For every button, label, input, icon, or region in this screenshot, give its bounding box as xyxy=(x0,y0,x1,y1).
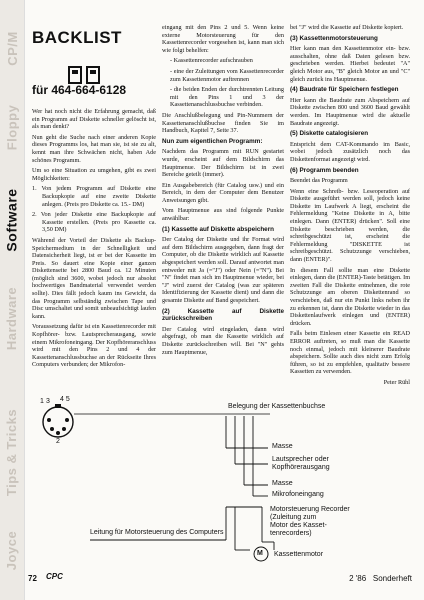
list-item: - eine der Zuleitungen vom Kassettenrecorder zum Kassettenmotor auftrennen xyxy=(170,67,284,83)
section-heading: (2) Kassette auf Diskette zurückschreiben xyxy=(162,307,284,323)
wiring-diagram-svg xyxy=(30,392,418,567)
text-column-3 xyxy=(290,24,410,390)
list-item: - die beiden Enden der durchtrennten Leitung mit den Pins 1 und 3 der Kassettenanschlussbuchse verbinden. xyxy=(170,86,284,109)
paragraph: Um so eine Situation zu umgehen, gibt es zwei Möglichkeiten: xyxy=(32,167,156,182)
paragraph: In diesem Fall sollte man eine Diskette einlegen, dann die (ENTER)-Taste betätigen. Im zweiten Fall die Diskette entnehmen, die rote Schutzzunge am oberen Diskettenrand so verschieben, daß nur ein Punkt links neben ihr zu erkennen ist, dann die Diskette wieder in das Diskettenlaufwerk einlegen und (ENTER) drücken. xyxy=(290,266,410,327)
paragraph: bei "J" wird die Kassette auf Diskette kopiert. xyxy=(290,24,404,31)
section-heading: (3) Kassettenmotorsteuerung xyxy=(290,34,378,42)
socket-pin xyxy=(62,427,66,431)
sidebar-tab-cpm[interactable]: CP/M xyxy=(4,30,20,66)
sidebar-tab-hardware[interactable]: Hardware xyxy=(4,286,20,350)
label-masse-2: Masse xyxy=(272,480,293,487)
article-header xyxy=(32,22,128,48)
paragraph: Der Catalog der Diskette und ihr Format wird auf dem Bildschirm ausgegeben, dann fragt der Computer, ob die Diskette wirklich auf Kassette abgespeichert werden soll. Darauf antwortet man entweder mit Ja (="J") oder Nein (="N"). Bei "N" findet man sich im Hauptmenue wieder, bei "J" wird zuerst der Catalog (was zur späteren Identifizierung der Kassette dient) und dann die gesamte Diskette auf Band gespeichert. xyxy=(162,236,284,304)
magazine-logo: CPC xyxy=(46,572,63,581)
paragraph: Wenn eine Schreib- bzw. Leseoperation auf Diskette ausgeführt werden soll, jedoch keine Diskette im Laufwerk A liegt, erscheint die Fehlermeldung "Keine Diskette in A, bitte einlegen. Dann (ENTER) drücken". Soll eine Diskette beschrieben werden, die schreibgeschützt ist, erscheint die Fehlermeldung "DISKETTE ist schreibgeschützt. Schutzzunge verschieben, dann (ENTER)". xyxy=(290,187,410,264)
socket-key xyxy=(55,404,61,408)
paragraph: Nachdem das Programm mit RUN gestartet wurde, erscheint auf dem Bildschirm das Hauptmenue. Der Bildschirm ist in zwei Bereiche geteilt (immer). xyxy=(162,148,284,179)
section-heading: (1) Kassette auf Diskette abspeichern xyxy=(162,225,274,233)
label-mic-input: Mikrofoneingang xyxy=(272,491,324,498)
section-heading: (6) Programm beenden xyxy=(290,166,359,174)
paragraph: Wer hat noch nicht die Erfahrung gemacht, daß ein Programm auf Diskette schneller gelöscht ist, als man denkt? xyxy=(32,108,156,131)
issue-info: 2 '86 Sonderheft xyxy=(349,574,412,583)
list-item: 1. Von jedem Programm auf Diskette eine Backupkopie auf eine zweite Diskette anlegen. (Preis pro Diskette ca. 15.- DM) xyxy=(32,185,156,208)
section-heading: Nun zum eigentlichen Programm: xyxy=(162,137,263,145)
article-title: BACKLIST xyxy=(32,28,122,47)
label-speaker-output: Lautsprecher oder Kopfhörerausgang xyxy=(272,456,330,471)
paragraph: Entspricht dem CAT-Kommando im Basic, wobei jedoch zusätzlich noch das Diskettenformat angezeigt wird. xyxy=(290,140,410,163)
paragraph: Beendet das Programm xyxy=(290,177,348,185)
paragraph: Der Catalog wird eingeladen, dann wird abgefragt, ob man die Kassette wirklich auf Diskette zurückschreiben will. Bei "N" gehts zum Hauptmenue, xyxy=(162,325,284,356)
sidebar-tab-software[interactable]: Software xyxy=(4,188,20,252)
socket-pin xyxy=(50,427,54,431)
article-subtitle: für 464-664-6128 xyxy=(32,83,127,97)
paragraph: Während der Vorteil der Diskette als Backup-Speichermedium in der Schnelligkeit und Datensicherheit liegt, ist er bei der Kassette im Preis. So dauert eine Kopie einer ganzen Diskettenseite bei 2800 Baud ca. 12 Minuten (möglich sind 3600, wobei jedoch nur absolut hochwertiges Bandmaterial verwendet werden sollte). Dies fällt jedoch kaum ins Gewicht, da das Programm selbständig zwischen Tape und Disc umschaltet und somit unbeaufsichtigt laufen kann. xyxy=(32,236,156,320)
section-heading: (5) Diskette catalogisieren xyxy=(290,130,369,138)
paragraph: eingang mit den Pins 2 und 5. Wenn keine externe Motorsteuerung für den Kassettenrecorder vorgesehen ist, kann man sich wie folgt behelfen: xyxy=(162,24,284,54)
socket-pin xyxy=(65,418,69,422)
pin-label-3: 3 xyxy=(46,398,50,405)
socket-pin xyxy=(47,418,51,422)
sidebar-tab-tips-tricks[interactable]: Tips & Tricks xyxy=(4,408,20,496)
socket-caption: Belegung der Kassettenbuchse xyxy=(228,403,326,410)
page-footer xyxy=(28,572,412,586)
paragraph: Die Anschlußbelegung und Pin-Nummern der Kassettenanschlußbuchse finden Sie im Handbuch, Kapitel 7, Seite 37. xyxy=(162,111,284,135)
section-sidebar xyxy=(0,0,25,600)
sidebar-tab-joyce[interactable]: Joyce xyxy=(4,530,20,570)
disk-icon-right xyxy=(86,66,100,84)
paragraph: Falls beim Einlesen einer Kassette ein READ ERROR auftreten, so muß man die Kassette noch einmal, jedoch mit kleinerer Baudrate abspeichern. Sollte auch dies nicht zum Erfolg führen, so ist zu empfehlen, qualitativ bessere Kassetten zu verwenden. xyxy=(290,330,410,376)
paragraph: Ein Ausgabebereich (für Catalog usw.) und ein Bereich, in dem der Computer dem Benutzer Anweisungen gibt. xyxy=(162,181,284,204)
list-item: - Kassettenrecorder aufschrauben xyxy=(170,57,253,65)
paragraph: Voraussetzung dafür ist ein Kassettenrecorder mit Kopfhörer- bzw. Lautsprecherausgang, sowie einem Mikrofoneingang. Der Kopfhöreranschluss wird mit den Pins 2 und 4 der Kassettenanschlussbuchse an der Rückseite Ihres Computers verbunden; der Mikrofon- xyxy=(32,323,156,369)
label-masse: Masse xyxy=(272,443,293,450)
author-signature: Peter Rühl xyxy=(383,378,410,386)
paragraph: Nun geht die Suche nach einer anderen Kopie dieses Programms los, hat man sie, ist sie zu alt, kennt man ihre Schwächen nicht, haben Ade schönes Programm. xyxy=(32,133,156,164)
list-item: 2. Von jeder Diskette eine Backupkopie auf Kassette erstellen. (Preis pro Kassette ca. 3,50 DM) xyxy=(32,211,156,234)
motor-letter: M xyxy=(257,550,263,557)
text-column-2 xyxy=(162,24,284,390)
disk-icon-left xyxy=(68,66,82,84)
paragraph: Vom Hauptmenue aus sind folgende Punkte anwählbar: xyxy=(162,207,284,223)
paragraph: Hier kann man den Kassettenmotor ein- bzw. ausschalten, ohne daß Daten gelesen bzw. geschrieben werden. Hierbei bedeutet "A" gleich Motor aus, "B" gleich Motor an und "C" gleich zurück ins Hauptmenue. xyxy=(290,45,410,83)
label-computer-line: Leitung für Motorsteuerung des Computers xyxy=(90,529,224,536)
label-cassette-motor: Kassettenmotor xyxy=(274,551,324,558)
section-heading: (4) Baudrate für Speichern festlegen xyxy=(290,86,399,94)
paragraph: Hier kann die Baudrate zum Abspeichern auf Diskette zwischen 800 und 3600 Baud gewählt werden. Im Hauptmenue wird die aktuelle Baudrate angezeigt. xyxy=(290,96,410,127)
pin-label-1: 1 xyxy=(40,398,44,405)
text-column-1 xyxy=(32,108,156,390)
socket-pin xyxy=(56,431,60,435)
pin-label-2: 2 xyxy=(56,438,60,445)
sidebar-tab-floppy[interactable]: Floppy xyxy=(4,104,20,150)
page-number: 72 xyxy=(28,574,37,583)
wiring-diagram xyxy=(30,392,418,567)
label-motor-control: Motorsteuerung Recorder (Zuleitung zum Motor des Kasset- tenrecorders) xyxy=(270,506,350,537)
pin-label-4-5: 4 5 xyxy=(60,396,70,403)
